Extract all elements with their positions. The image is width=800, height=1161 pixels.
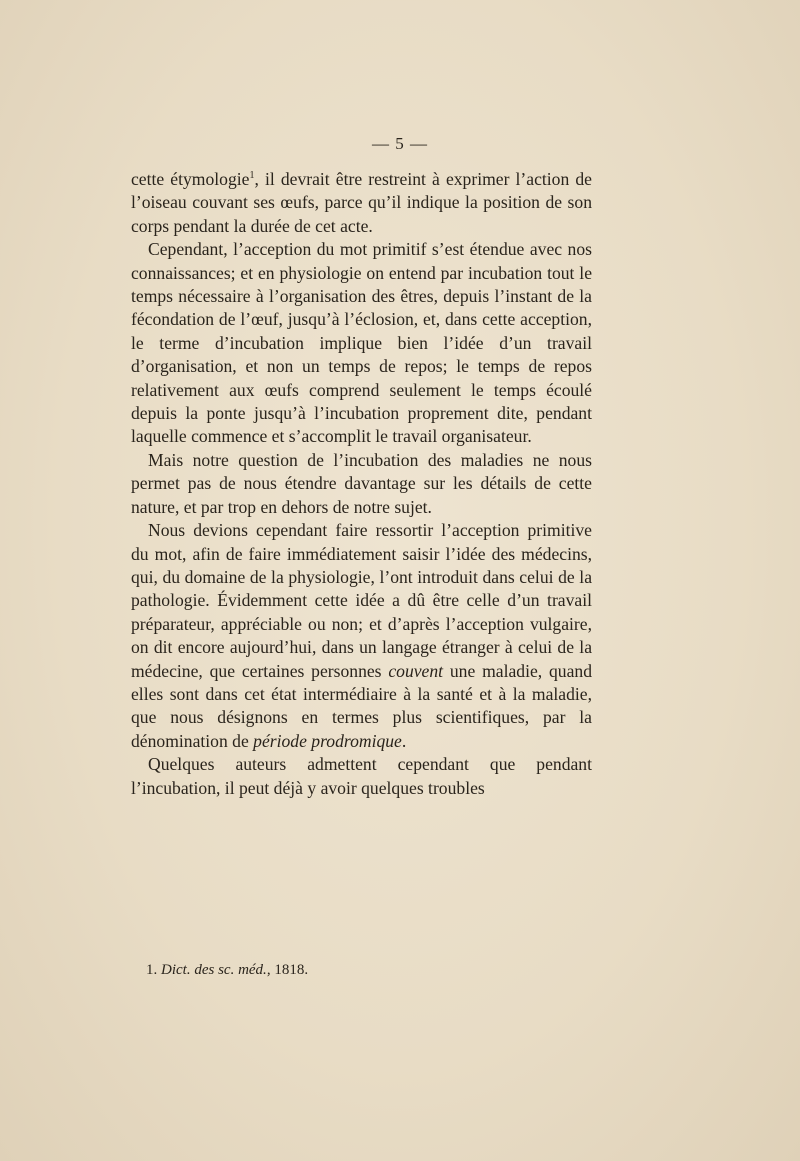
- paragraph-4-part-1: Nous devions cependant faire ressortir l’acception primitive du mot, afin de faire immédiatement saisir l’idée des médecins, qui, du domaine de la physiologie, l’ont introduit dans celui de la pathologie. Évidemment cette idée a dû être celle d’un travail préparateur, appréciable ou non; et d’après l’acception vulgaire, on dit encore aujourd’hui, dans un langage étranger à celui de la médecine, que certaines personnes: [131, 520, 592, 681]
- main-text: [131, 168, 592, 800]
- paragraph-3: Mais notre question de l’incubation des maladies ne nous permet pas de nous étendre davantage sur les détails de cette nature, et par trop en dehors de notre sujet.: [131, 449, 592, 517]
- paragraph-1-lead: cette étymologie: [131, 169, 250, 189]
- paragraph-1-rest: , il devrait être restreint à exprimer l’action de l’oiseau couvant ses œufs, parce qu’il indique la position de son corps pendant la durée de cet acte.: [131, 169, 592, 236]
- footnote-citation: Dict. des sc. méd.: [161, 962, 267, 978]
- footnote-year: , 1818.: [266, 962, 309, 978]
- paragraph-4: [131, 519, 592, 753]
- paragraph-1: [131, 168, 592, 238]
- paragraph-4-part-3: .: [401, 730, 407, 751]
- footnote: [146, 962, 308, 979]
- footnote-number: 1.: [146, 962, 158, 978]
- paragraph-2: Cependant, l’acception du mot primitif s’est étendue avec nos connaissances; et en physiologie on entend par incubation tout le temps nécessaire à l’organisation des êtres, depuis l’instant de la fécondation de l’œuf, jusqu’à l’éclosion, et, dans cette acception, le terme d’incubation implique bien l’idée d’un travail d’organisation, et non un temps de repos; le temps de repos relativement aux œufs comprend seulement le temps écoulé depuis la ponte jusqu’à l’incubation proprement dite, pendant laquelle commence et s’accomplit le travail organisateur.: [131, 239, 592, 447]
- paragraph-4-italic-1: couvent: [388, 660, 444, 681]
- paragraph-4-italic-2: période prodromique: [253, 730, 402, 751]
- footnote-reference: 1: [249, 170, 255, 181]
- page-number: — 5 —: [372, 134, 428, 153]
- paragraph-4-part-2: une maladie, quand elles sont dans cet état intermédiaire à la santé et à la maladie, que nous désignons en termes plus scientifiques, par la dénomination de: [131, 660, 592, 751]
- paragraph-5: Quelques auteurs admettent cependant que pendant l’incubation, il peut déjà y avoir quelques troubles: [131, 754, 592, 798]
